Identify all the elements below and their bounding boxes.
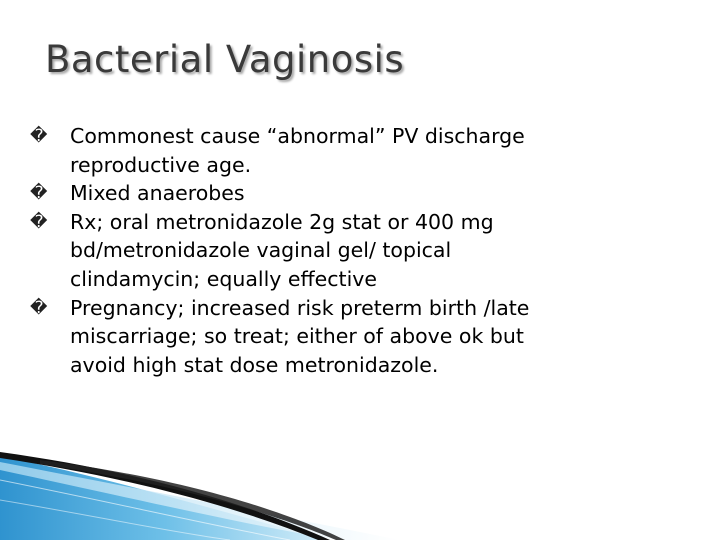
bullet-text: Commonest cause “abnormal” PV discharge reproductive age. [70,124,525,177]
bullet-marker-icon: � [30,211,48,232]
bullet-text: Rx; oral metronidazole 2g stat or 400 mg bd/metronidazole vaginal gel/ topical clindamycin; equally effective [70,209,494,291]
bullet-text: Mixed anaerobes [70,181,245,206]
bullet-item [30,122,690,179]
bullet-marker-icon: � [30,183,48,204]
bullet-item [30,208,690,294]
bullet-text: Pregnancy; increased risk preterm birth /late miscarriage; so treat; either of above ok but avoid high stat dose metronidazole. [70,295,530,377]
slide-title: Bacterial Vaginosis [45,38,405,81]
bullet-item [30,294,690,380]
corner-wave-decoration [0,440,720,540]
bullet-marker-icon: � [30,126,48,146]
bullet-list [30,122,690,379]
bullet-marker-icon: � [30,297,48,318]
bullet-item [30,179,690,208]
